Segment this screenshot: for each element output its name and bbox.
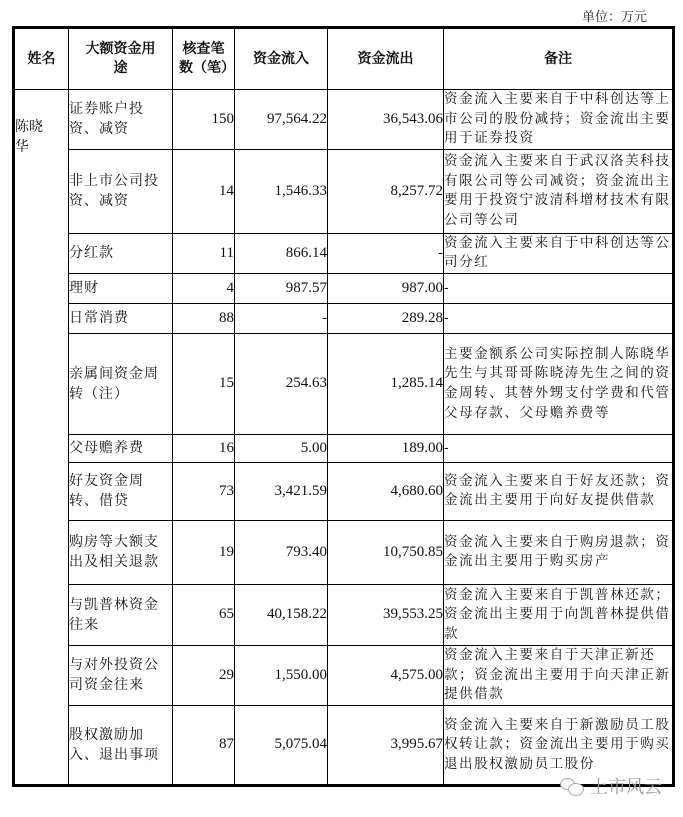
outflow-cell: 10,750.85 <box>328 520 444 584</box>
note-cell: 主要金额系公司实际控制人陈晓华先生与其哥哥陈晓涛先生之间的资金周转、其替外甥支付学费和代管父母存款、父母赡养费等 <box>444 333 674 434</box>
count-cell: 11 <box>173 233 235 273</box>
note-cell: 资金流入主要来自于购房退款；资金流出主要用于购买房产 <box>444 520 674 584</box>
count-cell: 87 <box>173 705 235 785</box>
table-header-row <box>14 28 674 90</box>
use-cell: 证券账户投资、减资 <box>69 90 173 150</box>
note-cell: - <box>444 303 674 333</box>
inflow-cell: 793.40 <box>235 520 328 584</box>
note-cell: - <box>444 434 674 462</box>
table-row <box>14 434 674 462</box>
count-cell: 65 <box>173 584 235 645</box>
use-cell: 父母赡养费 <box>69 434 173 462</box>
note-cell: 资金流入主要来自于凯普林还款；资金流出主要用于向凯普林提供借款 <box>444 584 674 645</box>
note-cell: - <box>444 273 674 303</box>
inflow-cell: 987.57 <box>235 273 328 303</box>
count-cell: 4 <box>173 273 235 303</box>
use-cell: 亲属间资金周转（注） <box>69 333 173 434</box>
header-use-text: 大额资金用途 <box>85 41 156 76</box>
note-cell: 资金流入主要来自于好友还款；资金流出主要用于向好友提供借款 <box>444 462 674 520</box>
outflow-cell: 39,553.25 <box>328 584 444 645</box>
note-cell: 资金流入主要来自于天津正新还款；资金流出主要用于向天津正新提供借款 <box>444 645 674 705</box>
inflow-cell: 1,550.00 <box>235 645 328 705</box>
outflow-cell: 3,995.67 <box>328 705 444 785</box>
outflow-cell: - <box>328 233 444 273</box>
table-row <box>14 520 674 584</box>
use-cell: 购房等大额支出及相关退款 <box>69 520 173 584</box>
person-name-text: 陈晓华 <box>15 118 43 155</box>
inflow-cell: 40,158.22 <box>235 584 328 645</box>
use-cell: 股权激励加入、退出事项 <box>69 705 173 785</box>
table-row <box>14 233 674 273</box>
use-cell: 与凯普林资金往来 <box>69 584 173 645</box>
fund-flow-table <box>12 26 675 787</box>
inflow-cell: 5.00 <box>235 434 328 462</box>
use-cell: 好友资金周转、借贷 <box>69 462 173 520</box>
count-cell: 16 <box>173 434 235 462</box>
count-cell: 14 <box>173 149 235 233</box>
header-count-text: 核查笔数（笔） <box>179 41 235 76</box>
outflow-cell: 1,285.14 <box>328 333 444 434</box>
count-cell: 15 <box>173 333 235 434</box>
inflow-cell: - <box>235 303 328 333</box>
count-cell: 73 <box>173 462 235 520</box>
outflow-cell: 36,543.06 <box>328 90 444 150</box>
note-cell: 资金流入主要来自于中科创达等公司分红 <box>444 233 674 273</box>
inflow-cell: 254.63 <box>235 333 328 434</box>
watermark <box>560 773 662 799</box>
table-row <box>14 149 674 233</box>
outflow-cell: 289.28 <box>328 303 444 333</box>
table-row <box>14 333 674 434</box>
table-row <box>14 273 674 303</box>
use-cell: 日常消费 <box>69 303 173 333</box>
outflow-cell: 987.00 <box>328 273 444 303</box>
count-cell: 150 <box>173 90 235 150</box>
header-name: 姓名 <box>14 28 69 90</box>
count-cell: 29 <box>173 645 235 705</box>
header-note: 备注 <box>444 28 674 90</box>
outflow-cell: 4,680.60 <box>328 462 444 520</box>
watermark-text: 上市风云 <box>590 777 662 798</box>
unit-label: 单位：万元 <box>581 10 647 25</box>
use-cell: 分红款 <box>69 233 173 273</box>
note-cell: 资金流入主要来自于中科创达等上市公司的股份减持；资金流出主要用于证券投资 <box>444 90 674 150</box>
outflow-cell: 189.00 <box>328 434 444 462</box>
note-cell: 资金流入主要来自于武汉洛芙科技有限公司等公司减资；资金流出主要用于投资宁波清科增材技术有限公司等公司 <box>444 149 674 233</box>
inflow-cell: 1,546.33 <box>235 149 328 233</box>
count-cell: 19 <box>173 520 235 584</box>
table-row <box>14 90 674 150</box>
note-cell: 资金流入主要来自于新激励员工股权转让款；资金流出主要用于购买退出股权激励员工股份 <box>444 705 674 785</box>
wechat-icon <box>560 777 586 795</box>
header-use <box>69 28 173 90</box>
outflow-cell: 4,575.00 <box>328 645 444 705</box>
use-cell: 与对外投资公司资金往来 <box>69 645 173 705</box>
header-inflow: 资金流入 <box>235 28 328 90</box>
table-row <box>14 462 674 520</box>
table-row <box>14 645 674 705</box>
inflow-cell: 5,075.04 <box>235 705 328 785</box>
use-cell: 非上市公司投资、减资 <box>69 149 173 233</box>
header-count <box>173 28 235 90</box>
inflow-cell: 97,564.22 <box>235 90 328 150</box>
inflow-cell: 866.14 <box>235 233 328 273</box>
table-row <box>14 584 674 645</box>
inflow-cell: 3,421.59 <box>235 462 328 520</box>
use-cell: 理财 <box>69 273 173 303</box>
person-name <box>14 90 69 786</box>
table-row <box>14 303 674 333</box>
header-outflow: 资金流出 <box>328 28 444 90</box>
count-cell: 88 <box>173 303 235 333</box>
outflow-cell: 8,257.72 <box>328 149 444 233</box>
